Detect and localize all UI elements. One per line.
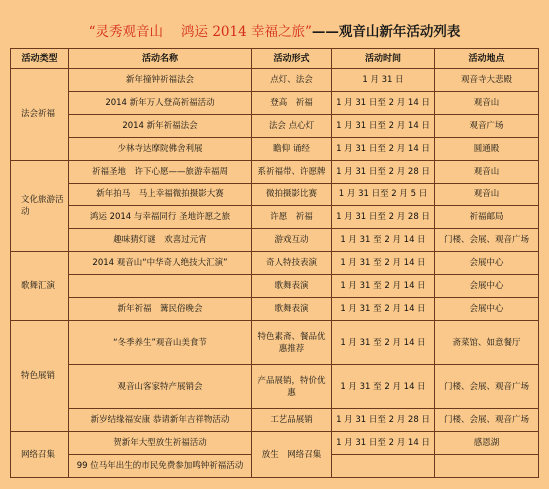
activity-place: 观音广场 (435, 114, 539, 137)
activity-time: 1 月 31 至 2 月 14 日 (332, 365, 435, 409)
table-row (11, 365, 539, 409)
activity-time: 1 月 31 日至 2 月 14 日 (332, 137, 435, 160)
activity-name: 贺新年大型放生祈福活动 (69, 432, 252, 455)
activity-form: 歌舞表演 (252, 275, 332, 298)
activity-name: 鸿运 2014 与幸福同行 圣地许愿之旅 (69, 206, 252, 229)
table-row (11, 137, 539, 160)
activity-time: 1 月 31 至 2 月 14 日 (332, 229, 435, 252)
activity-form: 歌舞表演 (252, 298, 332, 321)
activity-place: 圆通殿 (435, 137, 539, 160)
header-name: 活动名称 (69, 49, 252, 69)
activity-form: 登高 祈福 (252, 91, 332, 114)
activity-place: 感恩湖 (435, 432, 539, 455)
activity-place: 门楼、会展、观音广场 (435, 229, 539, 252)
activity-name: 少林寺达摩院佛舍利展 (69, 137, 252, 160)
table-row (11, 432, 539, 455)
activity-form: 系祈福带、许愿牌 (252, 160, 332, 183)
header-time: 活动时间 (332, 49, 435, 69)
activity-form: 微拍摄影比赛 (252, 183, 332, 206)
activity-time: 1 月 31 日 (332, 69, 435, 92)
table-row (11, 252, 539, 275)
category-wangluo: 网络召集 (11, 432, 69, 478)
activity-name: “冬季养生”观音山美食节 (69, 320, 252, 364)
activity-form: 工艺品展销 (252, 409, 332, 432)
activity-time (332, 454, 435, 477)
activity-table (10, 48, 539, 478)
activity-place: 祈福邮局 (435, 206, 539, 229)
table-row (11, 409, 539, 432)
activity-time: 1 月 31 日至 2 月 28 日 (332, 409, 435, 432)
header-type: 活动类型 (11, 49, 69, 69)
activity-name: 2014 观音山“中华奇人绝技大汇演” (69, 252, 252, 275)
activity-place: 会展中心 (435, 298, 539, 321)
activity-place: 观音寺大悲殿 (435, 69, 539, 92)
activity-form: 奇人特技表演 (252, 252, 332, 275)
activity-time: 1 月 31 至 2 月 14 日 (332, 298, 435, 321)
activity-name: 新年拍马 马上幸福微拍摄影大赛 (69, 183, 252, 206)
activity-time: 1 月 31 日至 2 月 28 日 (332, 206, 435, 229)
table-row (11, 69, 539, 92)
activity-name: 2014 新年祈福法会 (69, 114, 252, 137)
activity-time: 1 月 31 至 2 月 14 日 (332, 252, 435, 275)
table-row (11, 229, 539, 252)
activity-place: 观音山 (435, 91, 539, 114)
activity-name: 2014 新年万人登高祈福活动 (69, 91, 252, 114)
category-fahui: 法会祈福 (11, 69, 69, 161)
table-row (11, 320, 539, 364)
activity-time: 1 月 31 日至 2 月 14 日 (332, 114, 435, 137)
title-part2: 鸿运 2014 幸福之旅” (181, 24, 312, 40)
activity-place: 斋菜馆、如意餐厅 (435, 320, 539, 364)
activity-place: 会展中心 (435, 252, 539, 275)
activity-form: 特色素斋、餐品优惠推荐 (252, 320, 332, 364)
table-header-row (11, 49, 539, 69)
activity-form: 放生 网络召集 (252, 432, 332, 478)
table-row (11, 183, 539, 206)
activity-time: 1 月 31 日至 2 月 14 日 (332, 91, 435, 114)
activity-form: 瞻仰 诵经 (252, 137, 332, 160)
activity-place (435, 454, 539, 477)
activity-name (69, 275, 252, 298)
activity-time: 1 月 31 至 2 月 14 日 (332, 320, 435, 364)
activity-name: 新年祈福 篝民俗晚会 (69, 298, 252, 321)
activity-time: 1 月 31 至 2 月 14 日 (332, 275, 435, 298)
activity-place: 观音山 (435, 160, 539, 183)
activity-place: 会展中心 (435, 275, 539, 298)
activity-name: 观音山客家特产展销会 (69, 365, 252, 409)
activity-form: 游戏互动 (252, 229, 332, 252)
activity-name: 99 位马年出生的市民免费参加鸣钟祈福活动 (69, 454, 252, 477)
activity-place: 观音山 (435, 183, 539, 206)
category-tese: 特色展销 (11, 320, 69, 431)
document-title (0, 20, 549, 40)
table-row (11, 114, 539, 137)
category-wenhua: 文化旅游活动 (11, 160, 69, 252)
activity-form: 点灯、法会 (252, 69, 332, 92)
activity-place: 门楼、会展、观音广场 (435, 409, 539, 432)
activity-form: 法会 点心灯 (252, 114, 332, 137)
activity-name: 趣味猜灯谜 欢喜过元宵 (69, 229, 252, 252)
header-place: 活动地点 (435, 49, 539, 69)
activity-form: 产品展销，特价优惠 (252, 365, 332, 409)
activity-name: 祈福圣地 许下心愿——旅游幸福周 (69, 160, 252, 183)
activity-time: 1 月 31 日至 2 月 14 日 (332, 432, 435, 455)
activity-time: 1 月 31 日至 2 月 28 日 (332, 160, 435, 183)
category-gewu: 歌舞汇演 (11, 252, 69, 321)
table-row (11, 91, 539, 114)
activity-name: 新年撞钟祈福法会 (69, 69, 252, 92)
activity-form: 许愿 祈福 (252, 206, 332, 229)
title-part3: ——观音山新年活动列表 (311, 24, 461, 40)
table-row (11, 298, 539, 321)
activity-name: 新岁结缘福安康 恭请新年吉祥物活动 (69, 409, 252, 432)
title-part1: “灵秀观音山 (88, 24, 164, 40)
table-row (11, 160, 539, 183)
table-row (11, 275, 539, 298)
activity-time: 1 月 31 日至 2 月 5 日 (332, 183, 435, 206)
header-form: 活动形式 (252, 49, 332, 69)
activity-place: 门楼、会展、观音广场 (435, 365, 539, 409)
table-row (11, 206, 539, 229)
